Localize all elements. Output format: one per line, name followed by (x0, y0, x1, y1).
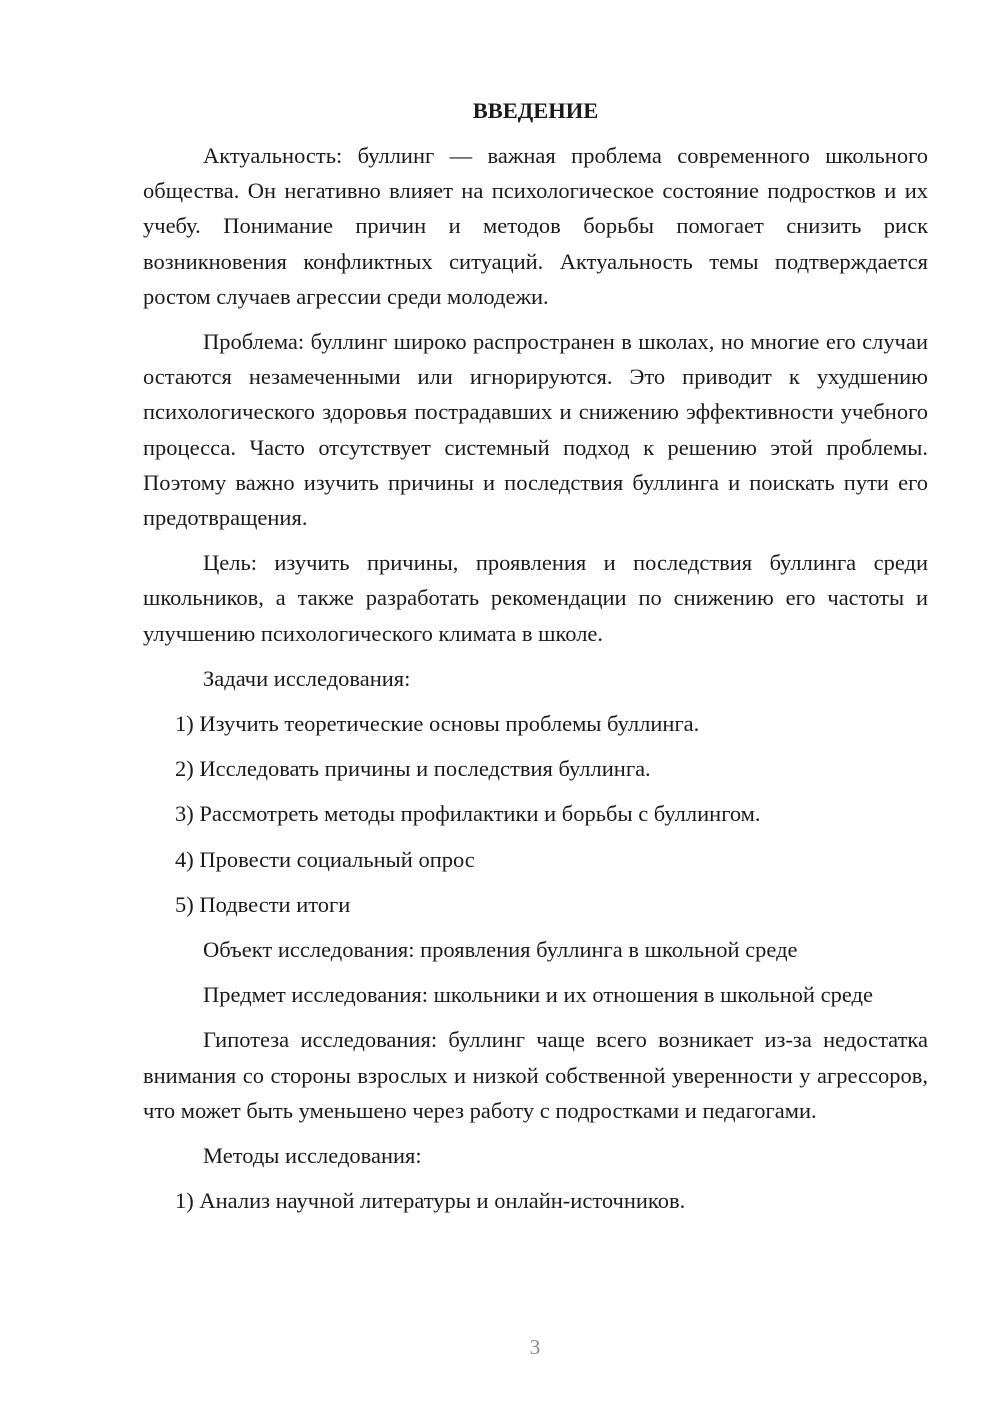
task-item: 3) Рассмотреть методы профилактики и борьбы с буллингом. (175, 801, 761, 827)
object-paragraph: Объект исследования: проявления буллинга в школьной среде (203, 937, 798, 963)
relevance-paragraph: Актуальность: буллинг — важная проблема современного школьного общества. Он негативно влияет на психологическое состояние подростков и их учебу. Понимание причин и методов борьбы помогает снизить риск возникновения конфликтных ситуаций. Актуальность темы подтверждается ростом случаев агрессии среди молодежи. (143, 143, 928, 309)
task-item: 4) Провести социальный опрос (175, 846, 475, 872)
method-item: 1) Анализ научной литературы и онлайн-источников. (175, 1188, 686, 1214)
subject-paragraph: Предмет исследования: школьники и их отношения в школьной среде (203, 982, 873, 1008)
task-item: 1) Изучить теоретические основы проблемы буллинга. (175, 711, 700, 737)
task-item: 2) Исследовать причины и последствия буллинга. (175, 756, 651, 782)
hypothesis-paragraph: Гипотеза исследования: буллинг чаще всего возникает из-за недостатка внимания со стороны взрослых и низкой собственной уверенности у агрессоров, что может быть уменьшено через работу с подростками и педагогами. (143, 1027, 928, 1123)
section-title: ВВЕДЕНИЕ (472, 98, 599, 123)
page-content (143, 96, 928, 1228)
goal-paragraph: Цель: изучить причины, проявления и последствия буллинга среди школьников, а также разработать рекомендации по снижению его частоты и улучшению психологического климата в школе. (143, 550, 928, 646)
task-item: 5) Подвести итоги (175, 891, 351, 917)
problem-paragraph: Проблема: буллинг широко распространен в школах, но многие его случаи остаются незамеченными или игнорируются. Это приводит к ухудшению психологического здоровья пострадавших и снижению эффективности учебного процесса. Часто отсутствует системный подход к решению этой проблемы. Поэтому важно изучить причины и последствия буллинга и поискать пути его предотвращения. (143, 329, 928, 531)
methods-heading: Методы исследования: (203, 1143, 422, 1169)
tasks-heading: Задачи исследования: (203, 665, 411, 691)
page-number: 3 (529, 1335, 541, 1359)
